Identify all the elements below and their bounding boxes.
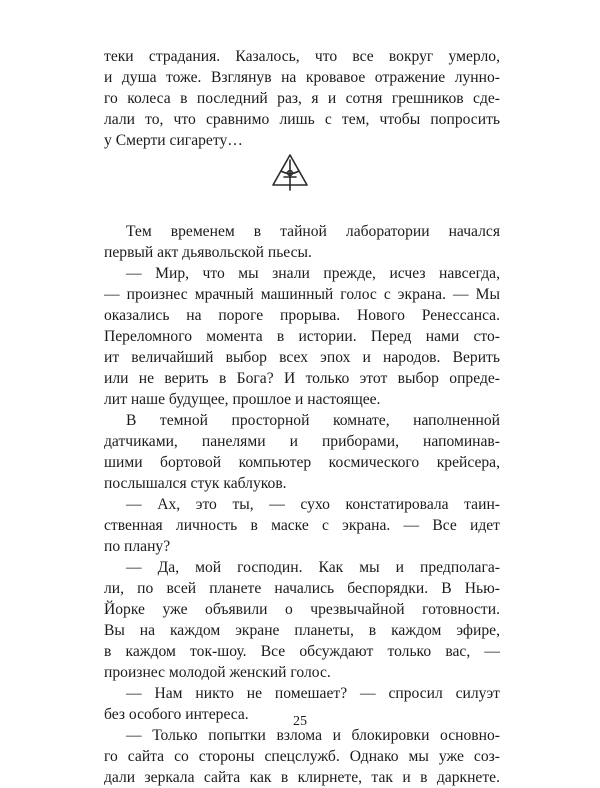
triangle-ornament-icon <box>270 152 310 192</box>
text-line: го колеса в последний раз, я и сотня грешников сде- <box>104 90 500 107</box>
text-line: — Мир, что мы знали прежде, исчез навсегда, <box>126 265 500 282</box>
text-line: Вы на каждом экране планеты, в каждом эфире, <box>104 622 500 639</box>
text-line: датчиками, панелями и приборами, напоминав- <box>104 433 500 450</box>
text-line: В темной просторной комнате, наполненной <box>126 412 500 429</box>
text-line: или не верить в Бога? И только этот выбор опреде- <box>104 370 500 387</box>
text-line: теки страдания. Казалось, что все вокруг умерло, <box>104 48 500 65</box>
text-line: и душа тоже. Взглянув на кровавое отражение лунно- <box>104 69 500 86</box>
text-line: по плану? <box>104 538 171 555</box>
text-line: у Смерти сигарету… <box>104 132 243 149</box>
main-text <box>104 221 500 788</box>
text-line: шими бортовой компьютер космического крейсера, <box>104 454 500 471</box>
text-line: ит величайший выбор всех эпох и народов. Верить <box>104 349 500 366</box>
text-line: — Ах, это ты, — сухо констатировала таин- <box>126 496 500 513</box>
text-line: без особого интереса. <box>104 706 249 723</box>
text-line: в каждом ток-шоу. Все обсуждают только вас, — <box>104 643 500 660</box>
text-line: го сайта со стороны спецслужб. Однако мы уже соз- <box>104 748 500 765</box>
text-line: дали зеркала сайта как в клирнете, так и в даркнете. <box>104 769 500 786</box>
top-paragraph <box>104 46 500 151</box>
text-line: Тем временем в тайной лаборатории начался <box>126 223 500 240</box>
text-line: послышался стук каблуков. <box>104 475 287 492</box>
text-line: лали то, что сравнимо лишь с тем, чтобы попросить <box>104 111 500 128</box>
page-number: 25 <box>293 714 307 729</box>
text-line: — произнес мрачный машинный голос с экрана. — Мы <box>104 286 500 303</box>
text-line: оказались на пороге прорыва. Нового Ренессанса. <box>104 307 500 324</box>
text-line: — Только попытки взлома и блокировки основно- <box>126 727 500 744</box>
text-line: Переломного момента в истории. Перед нами сто- <box>104 328 500 345</box>
text-line: произнес молодой женский голос. <box>104 664 331 681</box>
text-line: — Да, мой господин. Как мы и предполага- <box>126 559 500 576</box>
text-line: лит наше будущее, прошлое и настоящее. <box>104 391 381 408</box>
text-line: Йорке уже объявили о чрезвычайной готовности. <box>104 601 500 618</box>
text-line: первый акт дьявольской пьесы. <box>104 244 312 261</box>
text-line: ли, по всей планете начались беспорядки. В Нью- <box>104 580 500 597</box>
text-line: ственная личность в маске с экрана. — Все идет <box>104 517 500 534</box>
text-line: — Нам никто не помешает? — спросил силуэт <box>126 685 500 702</box>
